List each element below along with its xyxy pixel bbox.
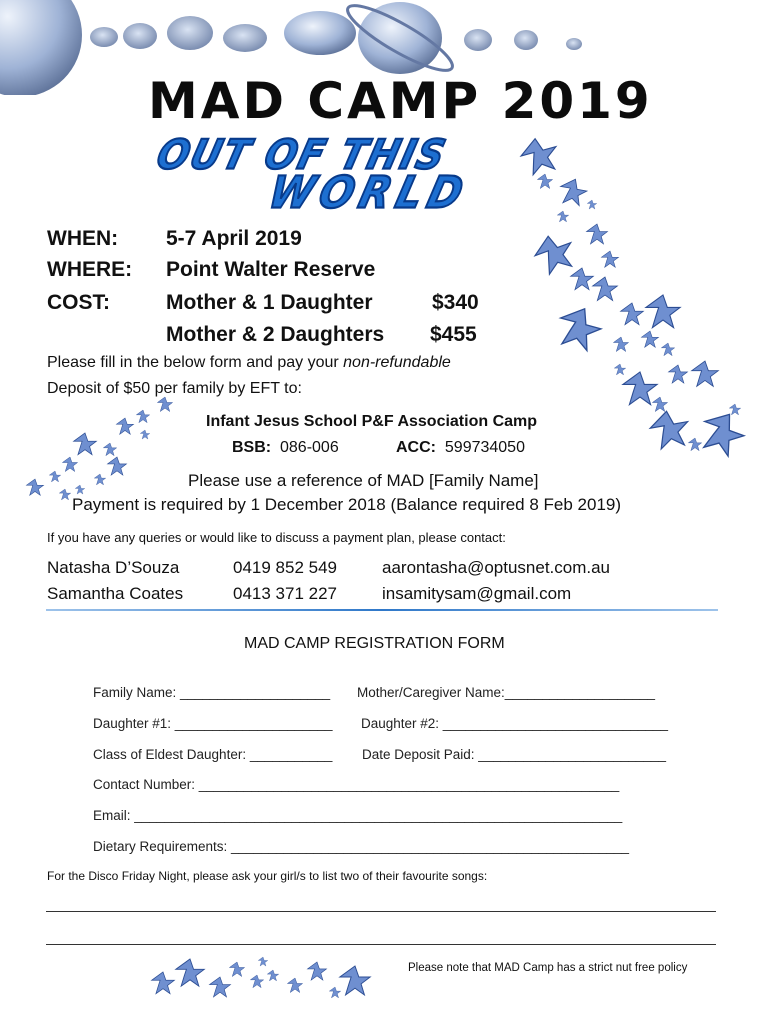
bsb-details: BSB: 086-006	[232, 439, 339, 456]
class-field[interactable]: Class of Eldest Daughter: ___________	[93, 747, 333, 762]
contact-phone: 0413 371 227	[233, 584, 337, 603]
song-answer-line-1[interactable]	[46, 911, 716, 912]
payment-due-text: Payment is required by 1 December 2018 (Balance required 8 Feb 2019)	[72, 495, 622, 514]
form-heading: MAD CAMP REGISTRATION FORM	[244, 635, 505, 652]
contact-number-field[interactable]: Contact Number: ________________________________________________________	[93, 777, 620, 792]
cost-price-1: $340	[432, 291, 479, 314]
section-divider	[46, 609, 718, 611]
cost-option-2: Mother & 2 Daughters	[166, 323, 385, 346]
cost-option-1: Mother & 1 Daughter	[166, 291, 373, 314]
deposit-date-field[interactable]: Date Deposit Paid: _________________________	[362, 747, 667, 762]
cost-label: COST:	[47, 291, 110, 314]
planet-icon	[566, 38, 582, 50]
deposit-text: Deposit of $50 per family by EFT to:	[47, 380, 302, 397]
nut-free-note: Please note that MAD Camp has a strict nut free policy	[408, 962, 688, 974]
planet-icon	[167, 16, 213, 50]
where-value: Point Walter Reserve	[166, 258, 376, 281]
stars-decoration-bottom	[145, 948, 385, 1008]
planet-icon	[464, 29, 492, 51]
reference-text: Please use a reference of MAD [Family Name]	[188, 471, 539, 490]
planet-icon	[284, 11, 356, 55]
dietary-field[interactable]: Dietary Requirements: _____________________________________________________	[93, 839, 629, 854]
acc-details: ACC: 599734050	[396, 439, 525, 456]
large-planet-icon	[0, 0, 82, 95]
planet-icon	[223, 24, 267, 52]
non-refundable-emphasis: non-refundable	[343, 354, 451, 371]
when-label: WHEN:	[47, 227, 119, 250]
stars-decoration-right	[500, 135, 770, 465]
cost-price-2: $455	[430, 323, 477, 346]
email-field[interactable]: Email: _________________________________________________________________	[93, 808, 623, 823]
where-label: WHERE:	[47, 258, 133, 281]
planet-icon	[123, 23, 157, 49]
planet-icon	[514, 30, 538, 50]
stars-decoration-left	[25, 395, 175, 505]
planet-icon	[90, 27, 118, 47]
contact-name: Natasha D’Souza	[47, 558, 180, 577]
payment-intro: Please fill in the below form and pay your non-refundable	[47, 354, 451, 371]
contact-name: Samantha Coates	[47, 584, 184, 603]
song-answer-line-2[interactable]	[46, 944, 716, 945]
account-name: Infant Jesus School P&F Association Camp	[206, 413, 538, 430]
ringed-planet-icon	[358, 2, 442, 74]
contact-email: aarontasha@optusnet.com.au	[382, 558, 611, 577]
contact-phone: 0419 852 549	[233, 558, 337, 577]
songs-prompt: For the Disco Friday Night, please ask your girl/s to list two of their favourite songs:	[47, 869, 488, 883]
page-title: MAD CAMP 2019	[148, 72, 653, 130]
family-name-field[interactable]: Family Name: ____________________	[93, 685, 331, 700]
when-value: 5-7 April 2019	[166, 227, 302, 250]
daughter-1-field[interactable]: Daughter #1: _____________________	[93, 716, 333, 731]
tagline-line-2: WORLD	[263, 167, 474, 219]
mother-name-field[interactable]: Mother/Caregiver Name:____________________	[357, 685, 655, 700]
contact-intro: If you have any queries or would like to discuss a payment plan, please contact:	[47, 530, 506, 545]
tagline-line-1: OUT OF THIS	[152, 130, 452, 179]
contact-email: insamitysam@gmail.com	[382, 584, 572, 603]
daughter-2-field[interactable]: Daughter #2: ______________________________	[361, 716, 669, 731]
